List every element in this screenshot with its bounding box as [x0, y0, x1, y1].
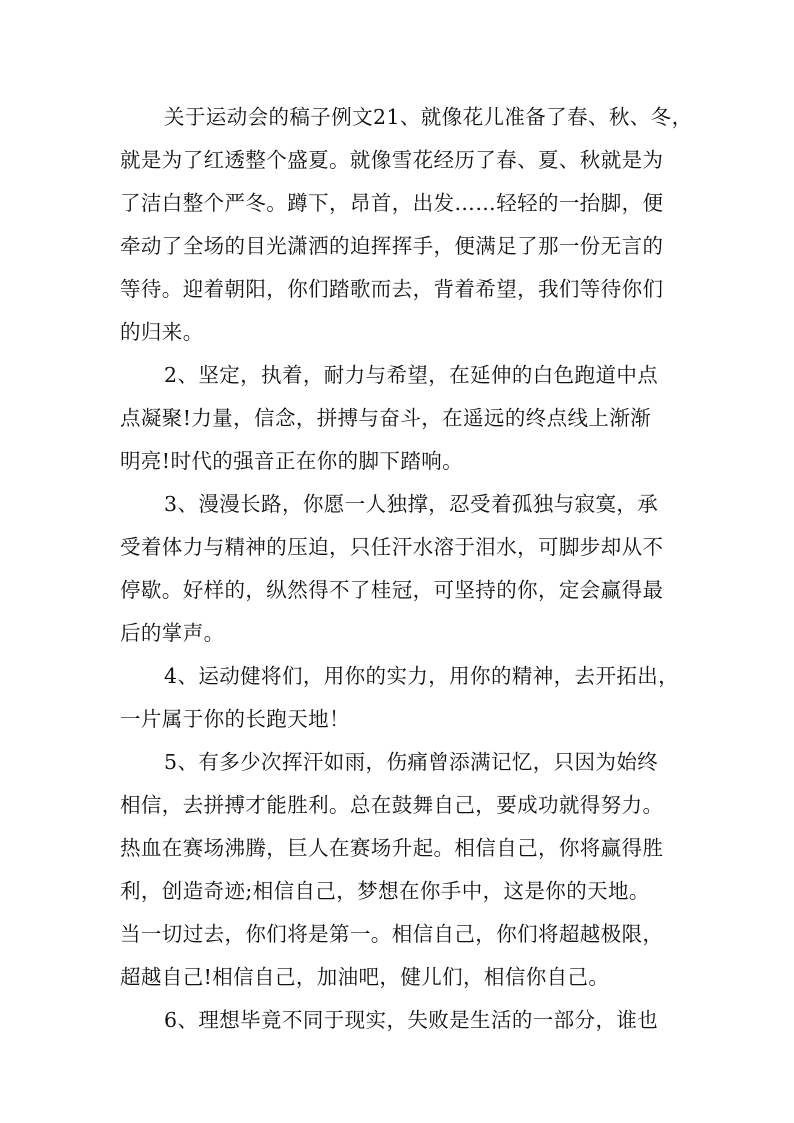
paragraph-2-line-2: 点凝聚!力量，信念，拼搏与奋斗，在遥远的终点线上渐渐	[120, 406, 652, 430]
paragraph-5-line-6: 超越自己!相信自己，加油吧，健儿们，相信你自己。	[120, 965, 610, 989]
paragraph-3-line-1: 3、漫漫长路，你愿一人独撑，忍受着孤独与寂寞，承	[164, 492, 659, 516]
paragraph-4-line-2: 一片属于你的长跑天地！	[120, 707, 350, 731]
paragraph-5-line-5: 当一切过去，你们将是第一。相信自己，你们将超越极限，	[120, 922, 664, 946]
paragraph-1-line-6: 的归来。	[120, 320, 204, 344]
paragraph-2-line-3: 明亮!时代的强音正在你的脚下踏响。	[120, 449, 464, 473]
paragraph-3-line-3: 停歇。好样的，纵然得不了桂冠，可坚持的你，定会赢得最	[120, 578, 664, 602]
paragraph-3-line-2: 受着体力与精神的压迫，只任汗水溶于泪水，可脚步却从不	[120, 535, 664, 559]
paragraph-5-line-4: 利，创造奇迹;相信自己，梦想在你手中，这是你的天地。	[120, 879, 650, 903]
paragraph-6-line-1: 6、理想毕竟不同于现实，失败是生活的一部分，谁也	[164, 1008, 659, 1032]
paragraph-5-line-2: 相信，去拼搏才能胜利。总在鼓舞自己，要成功就得努力。	[120, 793, 664, 817]
paragraph-2-line-1: 2、坚定，执着，耐力与希望，在延伸的白色跑道中点	[164, 363, 659, 387]
paragraph-3-line-4: 后的掌声。	[120, 621, 225, 645]
paragraph-1-line-2: 就是为了红透整个盛夏。就像雪花经历了春、夏、秋就是为	[120, 148, 664, 172]
paragraph-1-line-3: 了洁白整个严冬。蹲下，昂首，出发……轻轻的一抬脚，便	[120, 191, 664, 215]
paragraph-5-line-1: 5、有多少次挥汗如雨，伤痛曾添满记忆，只因为始终	[164, 750, 659, 774]
paragraph-5-line-3: 热血在赛场沸腾，巨人在赛场升起。相信自己，你将赢得胜	[120, 836, 664, 860]
paragraph-1-line-1: 关于运动会的稿子例文21、就像花儿准备了春、秋、冬，	[164, 105, 693, 129]
paragraph-1-line-4: 牵动了全场的目光潇洒的迫挥挥手，便满足了那一份无言的	[120, 234, 664, 258]
paragraph-1-line-5: 等待。迎着朝阳，你们踏歌而去，背着希望，我们等待你们	[120, 277, 664, 301]
paragraph-4-line-1: 4、运动健将们，用你的实力，用你的精神，去开拓出，	[164, 664, 680, 688]
